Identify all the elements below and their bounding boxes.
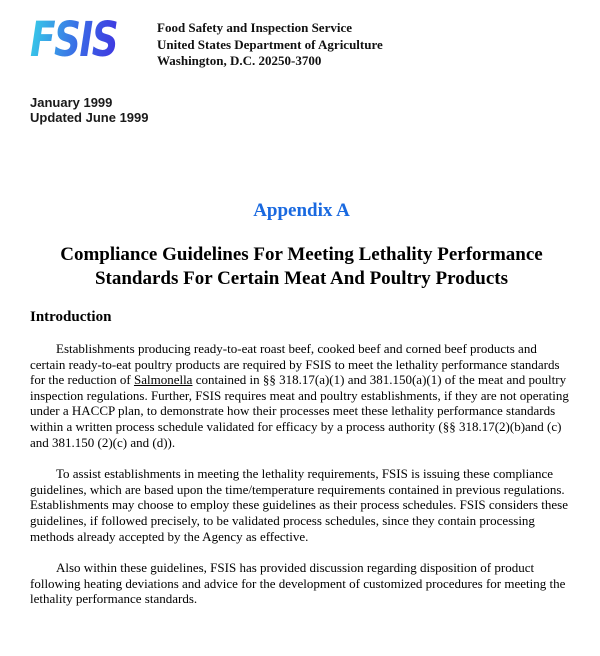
document-title-line-1: Compliance Guidelines For Meeting Lethality Performance [60, 244, 543, 265]
date-issued: January 1999 [30, 95, 113, 110]
paragraph-3: Also within these guidelines, FSIS has provided discussion regarding disposition of product following heating deviations and advice for the development of customized procedures for meeting the lethality performance standards. [30, 560, 566, 607]
date-updated: Updated June 1999 [30, 110, 149, 125]
agency-address-block [157, 20, 383, 70]
agency-line-service: Food Safety and Inspection Service [157, 20, 352, 35]
paragraph-1-text-before: Establishments producing ready-to-eat roast beef, cooked beef and corned beef products and certain ready-to-eat poultry products are required by FSIS to meet the lethality performance standards for the reduction of [30, 341, 560, 388]
agency-line-department: United States Department of Agriculture [157, 36, 383, 52]
document-title-line-2: Standards For Certain Meat And Poultry Products [94, 268, 509, 289]
appendix-title: Appendix A [253, 200, 350, 221]
fsis-logo: FSIS [30, 12, 118, 68]
paragraph-1-text-after: contained in §§ 318.17(a)(1) and 381.150(a)(1) of the meat and poultry inspection regulations. Further, FSIS requires meat and poultry establishments, if they are not operating under a HACCP plan, to demonstrate how their processes meet these lethality performance standards within a written process schedule validated for efficacy by a process authority (§§ 318.17(2)(b)and (c) and 381.150 (2)(c) and (d)). [30, 372, 569, 450]
document-title [30, 243, 573, 291]
paragraph-1 [30, 341, 573, 450]
document-body [30, 200, 573, 623]
paragraph-2: To assist establishments in meeting the lethality requirements, FSIS is issuing these compliance guidelines, which are based upon the time/temperature requirements contained in previous regulations. Establishments may choose to employ these guidelines as their process schedules. FSIS considers these guidelines, if followed precisely, to be validated process schedules, since they contain processing methods already accepted by the Agency as effective. [30, 466, 568, 544]
revision-dates [30, 95, 149, 125]
agency-line-city: Washington, D.C. 20250-3700 [157, 53, 322, 68]
introduction-heading: Introduction [30, 309, 112, 325]
salmonella-underlined-term: Salmonella [133, 372, 193, 388]
